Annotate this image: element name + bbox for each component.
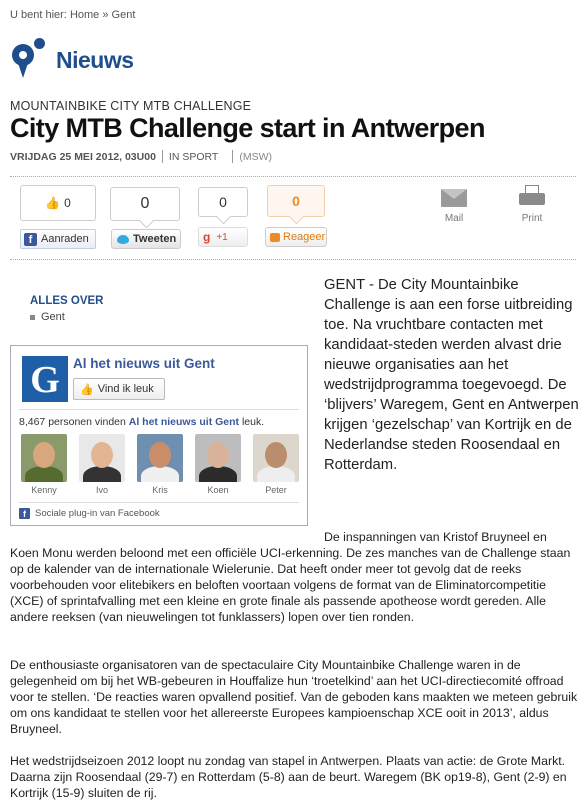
meta-divider: [232, 150, 233, 163]
article-headline: City MTB Challenge start in Antwerpen: [10, 113, 485, 143]
speech-bubble-icon: [270, 233, 280, 242]
google-plus-one-button[interactable]: [198, 227, 248, 247]
avatar: [21, 434, 67, 482]
twitter-count: 0: [110, 187, 180, 221]
article-author: (MSW): [239, 150, 272, 163]
section-title[interactable]: Nieuws: [56, 46, 134, 73]
facebook-page-name[interactable]: Al het nieuws uit Gent: [73, 356, 215, 371]
envelope-icon: [441, 189, 467, 207]
avatar: [137, 434, 183, 482]
fan-name: Kenny: [31, 485, 57, 495]
react-count: 0: [267, 185, 325, 217]
divider: [19, 502, 299, 503]
fan-name: Kris: [152, 485, 168, 495]
facebook-like-page-button[interactable]: [73, 378, 165, 400]
mail-button[interactable]: [434, 189, 474, 224]
tweet-label: Tweeten: [133, 233, 177, 245]
facebook-recommend-button[interactable]: [20, 229, 96, 249]
article-paragraph-2: De enthousiaste organisatoren van de spectaculaire City Mountainbike Challenge waren in de gelegenheid om bij het WB-gebeuren in Houffalize hun ‘troetelkind’ aan het UCI-directiecomité offroad voor te stellen. ‘De reacties waren opvallend positief. Van de geboden kans maakten we meteen gebruik om ons kandidaat te stellen voor het allereerste Europees kampioenschap XCE ooit in 2013’, aldus Bruyneel.: [10, 658, 578, 736]
fan-count-suffix: leuk.: [241, 416, 265, 428]
print-label: Print: [521, 213, 543, 224]
article-paragraph-1: Koen Monu werden beloond met een officiële UCI-erkenning. De zes manches van de Challenge staan op de kalender van de internationale Wielerunie. Dat heeft onder meer tot gevolg dat de reeks voorbehouden voor elitebikers en beloften voortaan volgens de format van de Eliminatorcompetitie (XCE) of sprintafvalling met een kleine en grote finale als passende apotheose wordt gereden. Alle andere reeksen (van nieuwelingen tot funklassers) lopen over tien ronden.: [10, 546, 571, 624]
section-header: [10, 38, 134, 82]
bullet-icon: [30, 315, 35, 320]
alles-over-item-label: Gent: [41, 311, 65, 323]
fan-avatar[interactable]: [193, 434, 243, 495]
facebook-icon: f: [24, 233, 37, 246]
fan-name: Peter: [265, 485, 287, 495]
facebook-like-count: [20, 185, 96, 221]
article-lead: GENT - De City Mountainbike Challenge is aan een forse uitbreiding toe. Na vruchtbare contacten met kandidaat-steden werden alvast drie nieuwe organisaties aan het wedstrijdprogramma toegevoegd. De ‘blijvers’ Waregem, Gent en Antwerpen krijgen ‘gezelschap’ van Kortrijk en de Nederlandse steden Roosendaal en Rotterdam.: [324, 277, 579, 473]
facebook-count-value: 0: [64, 196, 71, 210]
fan-count-page[interactable]: Al het nieuws uit Gent: [128, 416, 240, 428]
fan-count-prefix: 8,467 personen vinden: [19, 416, 126, 428]
google-g-icon: g: [203, 230, 211, 244]
mail-label: Mail: [444, 213, 464, 224]
react-button[interactable]: [265, 227, 327, 247]
meta-divider: [162, 150, 163, 163]
facebook-fan-count: [19, 416, 264, 428]
page-logo[interactable]: G: [22, 356, 68, 402]
facebook-plugin-footer: [19, 508, 160, 519]
article-date: VRIJDAG 25 MEI 2012, 03U00: [10, 150, 156, 163]
alles-over-title: ALLES OVER: [30, 295, 104, 307]
divider: [19, 409, 299, 410]
article-kicker: MOUNTAINBIKE CITY MTB CHALLENGE: [10, 99, 252, 113]
breadcrumb-current: Gent: [111, 9, 136, 21]
fan-faces: [19, 434, 301, 495]
fan-avatar[interactable]: [77, 434, 127, 495]
avatar: [195, 434, 241, 482]
printer-icon: [519, 185, 545, 207]
avatar: [79, 434, 125, 482]
article-meta: [10, 150, 272, 163]
breadcrumb-home-link[interactable]: Home: [69, 9, 100, 21]
breadcrumb: [10, 9, 135, 21]
facebook-plugin-label[interactable]: Sociale plug-in van Facebook: [35, 508, 160, 519]
tweet-button[interactable]: [111, 229, 181, 249]
fan-name: Koen: [207, 485, 229, 495]
google-plus-count: 0: [198, 187, 248, 217]
alles-over-item[interactable]: [30, 311, 103, 323]
facebook-icon: f: [19, 508, 30, 519]
article-paragraph-1-start: De inspanningen van Kristof Bruyneel en: [324, 530, 547, 544]
fan-name: Ivo: [95, 485, 108, 495]
facebook-like-box: [10, 345, 308, 526]
breadcrumb-separator: »: [102, 9, 109, 21]
article-category[interactable]: IN SPORT: [168, 150, 219, 163]
fan-avatar[interactable]: [251, 434, 301, 495]
twitter-bird-icon: [117, 235, 129, 244]
facebook-like-page-label: Vind ik leuk: [97, 383, 154, 395]
thumbs-up-icon: 👍: [45, 196, 61, 210]
alles-over-box: [30, 295, 103, 323]
fan-avatar[interactable]: [135, 434, 185, 495]
breadcrumb-prefix: U bent hier:: [10, 9, 67, 21]
react-label: Reageer: [283, 231, 326, 243]
print-button[interactable]: [512, 185, 552, 224]
article-paragraph-3: Het wedstrijdseizoen 2012 loopt nu zondag van stapel in Antwerpen. Plaats van actie: de Grote Markt. Daarna zijn Roosendaal (29-7) en Rotterdam (5-8) aan de beurt. Waregem (BK op19-8), Gent (2-9) en Kortrijk (15-9) sluiten de rij.: [10, 754, 567, 800]
avatar: [253, 434, 299, 482]
google-plus-one-label: +1: [216, 231, 228, 243]
location-pin-logo-icon: [10, 38, 50, 82]
fan-avatar[interactable]: [19, 434, 69, 495]
facebook-recommend-label: Aanraden: [41, 233, 89, 245]
share-bar: [10, 176, 576, 260]
thumbs-up-icon: 👍: [80, 383, 94, 396]
